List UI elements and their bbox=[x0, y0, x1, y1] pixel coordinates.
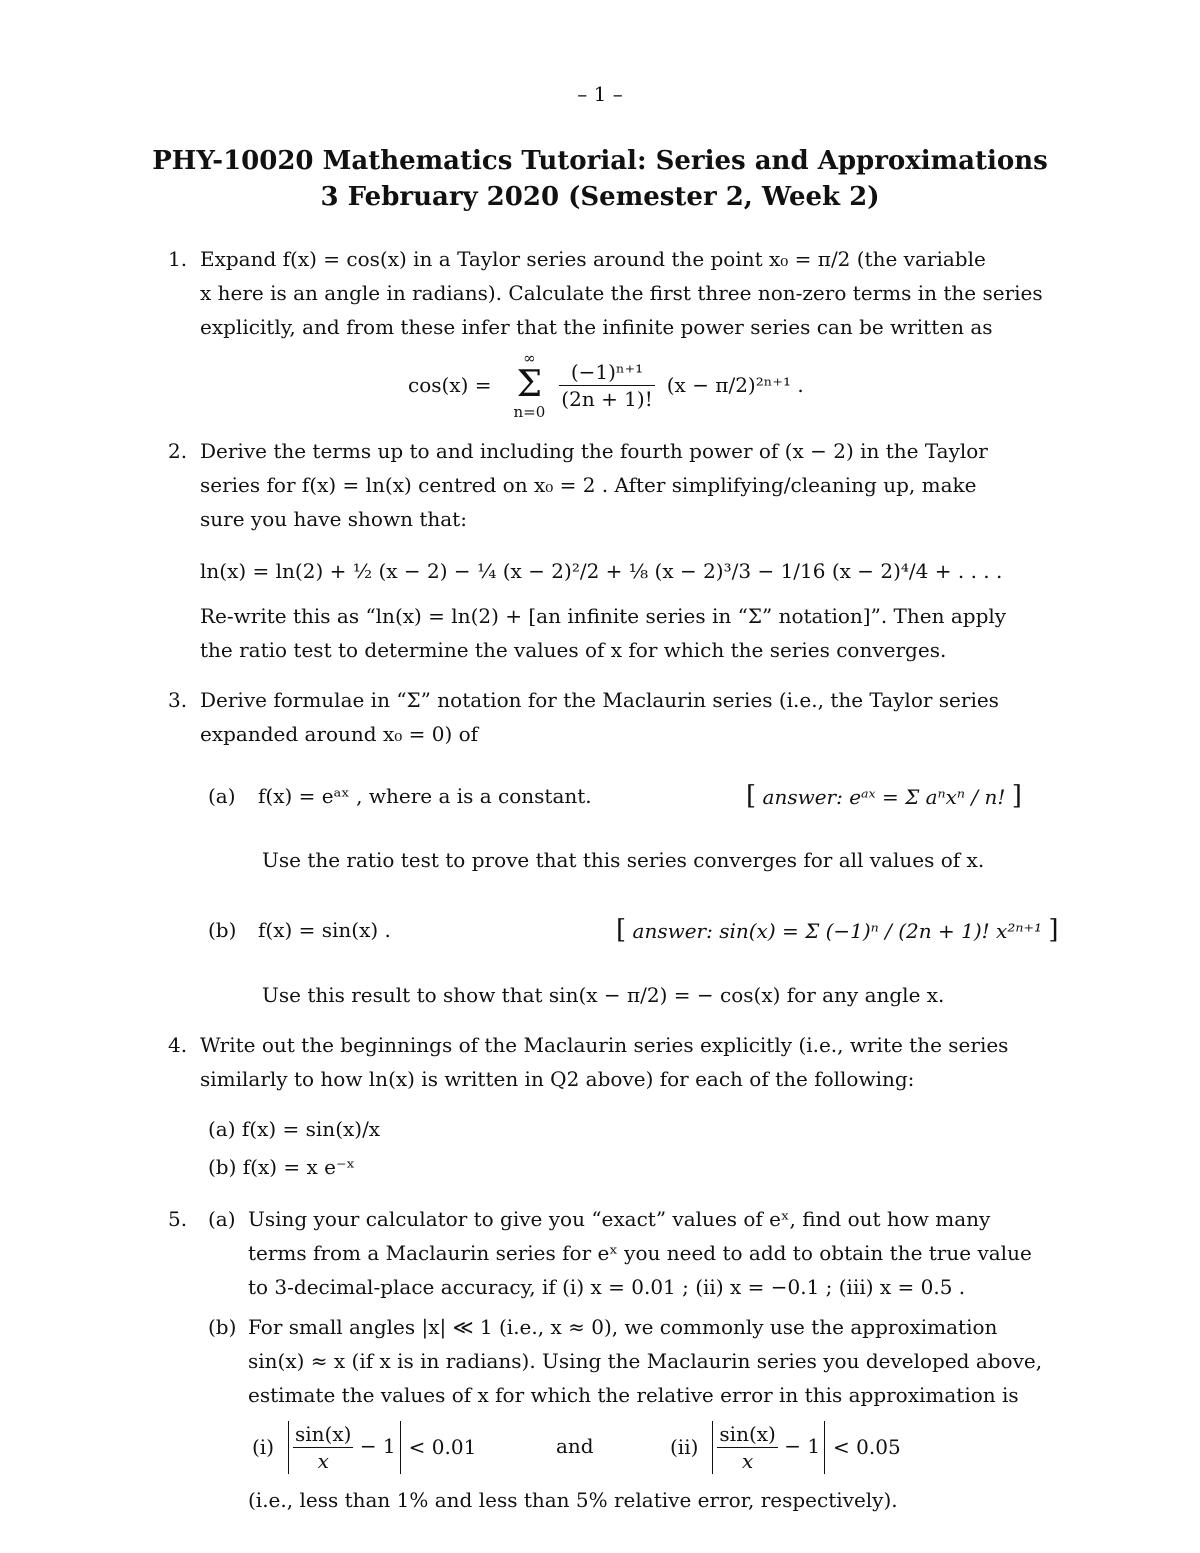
q4-item-a: (a) f(x) = sin(x)/x bbox=[208, 1117, 381, 1141]
q3b-label: (b) bbox=[208, 918, 237, 942]
q5a-line-1: Using your calculator to give you “exact” values of eˣ, find out how many bbox=[248, 1207, 991, 1231]
q2-line-4: Re-write this as “ln(x) = ln(2) + [an infinite series in “Σ” notation]”. Then apply bbox=[200, 604, 1007, 628]
q5a-label: (a) bbox=[208, 1207, 236, 1231]
q2-equation: ln(x) = ln(2) + ½ (x − 2) − ¼ (x − 2)²/2 + ⅛ (x − 2)³/3 − 1/16 (x − 2)⁴/4 + . . . . bbox=[200, 559, 1003, 583]
q5a-line-2: terms from a Maclaurin series for eˣ you need to add to obtain the true value bbox=[248, 1241, 1032, 1265]
q1-eq-denominator: (2n + 1)! bbox=[561, 386, 653, 411]
q1-equation bbox=[408, 350, 804, 420]
q3a-answer: [ answer: eᵃˣ = Σ aⁿxⁿ / n! ] bbox=[746, 781, 1022, 811]
q1-eq-lhs: cos(x) = bbox=[408, 373, 492, 397]
q5b-and: and bbox=[556, 1434, 594, 1458]
sigma-symbol-icon: ∞ Σ n=0 bbox=[513, 349, 546, 421]
q5b-line-2: sin(x) ≈ x (if x is in radians). Using the Maclaurin series you developed above, bbox=[248, 1349, 1043, 1373]
q3a-note: Use the ratio test to prove that this series converges for all values of x. bbox=[262, 848, 985, 872]
q5b-cond-i-rhs: < 0.01 bbox=[408, 1435, 477, 1459]
q5b-line-4: (i.e., less than 1% and less than 5% relative error, respectively). bbox=[248, 1488, 898, 1512]
q5b-cond-ii-rhs: < 0.05 bbox=[833, 1435, 901, 1459]
q2-line-1: Derive the terms up to and including the fourth power of (x − 2) in the Taylor bbox=[200, 439, 988, 463]
q5b-condition-i bbox=[252, 1418, 476, 1476]
q3b-note: Use this result to show that sin(x − π/2) = − cos(x) for any angle x. bbox=[262, 983, 945, 1007]
q5b-label: (b) bbox=[208, 1315, 237, 1339]
page-number: – 1 – bbox=[577, 82, 623, 106]
q4-line-2: similarly to how ln(x) is written in Q2 above) for each of the following: bbox=[200, 1067, 915, 1091]
q3-number: 3. bbox=[168, 688, 188, 712]
q3a-label: (a) bbox=[208, 784, 236, 808]
q5b-cond-i-label: (i) bbox=[252, 1435, 275, 1459]
q1-eq-numerator: (−1)ⁿ⁺¹ bbox=[559, 359, 654, 386]
q5b-cond-ii-label: (ii) bbox=[670, 1435, 699, 1459]
q5b-cond-ii-abs: $\frac{\sin(x)}{x}$ − 1 bbox=[712, 1421, 825, 1474]
title-line-2: 3 February 2020 (Semester 2, Week 2) bbox=[320, 182, 880, 212]
q1-line-1: Expand f(x) = cos(x) in a Taylor series around the point x₀ = π/2 (the variable bbox=[200, 247, 986, 271]
q2-number: 2. bbox=[168, 439, 188, 463]
q1-eq-paren: (x − π/2)²ⁿ⁺¹ . bbox=[666, 373, 804, 397]
q5b-line-3: estimate the values of x for which the relative error in this approximation is bbox=[248, 1383, 1019, 1407]
q4-number: 4. bbox=[168, 1033, 188, 1057]
q5a-line-3: to 3-decimal-place accuracy, if (i) x = 0.01 ; (ii) x = −0.1 ; (iii) x = 0.5 . bbox=[248, 1275, 966, 1299]
q1-line-3: explicitly, and from these infer that the infinite power series can be written as bbox=[200, 315, 993, 339]
q3a-text: f(x) = eᵃˣ , where a is a constant. bbox=[258, 784, 592, 808]
q3b-answer: [ answer: sin(x) = Σ (−1)ⁿ / (2n + 1)! x²ⁿ⁺¹ ] bbox=[616, 915, 1059, 945]
q1-line-2: x here is an angle in radians). Calculate the first three non-zero terms in the series bbox=[200, 281, 1043, 305]
q2-line-2: series for f(x) = ln(x) centred on x₀ = 2 . After simplifying/cleaning up, make bbox=[200, 473, 977, 497]
q2-line-5: the ratio test to determine the values of x for which the series converges. bbox=[200, 638, 947, 662]
q5b-line-1: For small angles |x| ≪ 1 (i.e., x ≈ 0), we commonly use the approximation bbox=[248, 1315, 998, 1339]
title-line-1: PHY-10020 Mathematics Tutorial: Series and Approximations bbox=[152, 146, 1048, 176]
q1-eq-fraction bbox=[559, 359, 654, 412]
q3-line-2: expanded around x₀ = 0) of bbox=[200, 722, 479, 746]
q4-line-1: Write out the beginnings of the Maclaurin series explicitly (i.e., write the series bbox=[200, 1033, 1009, 1057]
q5b-cond-i-abs: $\frac{\sin(x)}{x}$ − 1 bbox=[288, 1421, 401, 1474]
q5b-condition-ii bbox=[670, 1418, 901, 1476]
q5-number: 5. bbox=[168, 1207, 188, 1231]
q3b-text: f(x) = sin(x) . bbox=[258, 918, 391, 942]
q1-number: 1. bbox=[168, 247, 188, 271]
q4-item-b: (b) f(x) = x e⁻ˣ bbox=[208, 1155, 356, 1179]
q3-line-1: Derive formulae in “Σ” notation for the Maclaurin series (i.e., the Taylor series bbox=[200, 688, 999, 712]
q2-line-3: sure you have shown that: bbox=[200, 507, 467, 531]
